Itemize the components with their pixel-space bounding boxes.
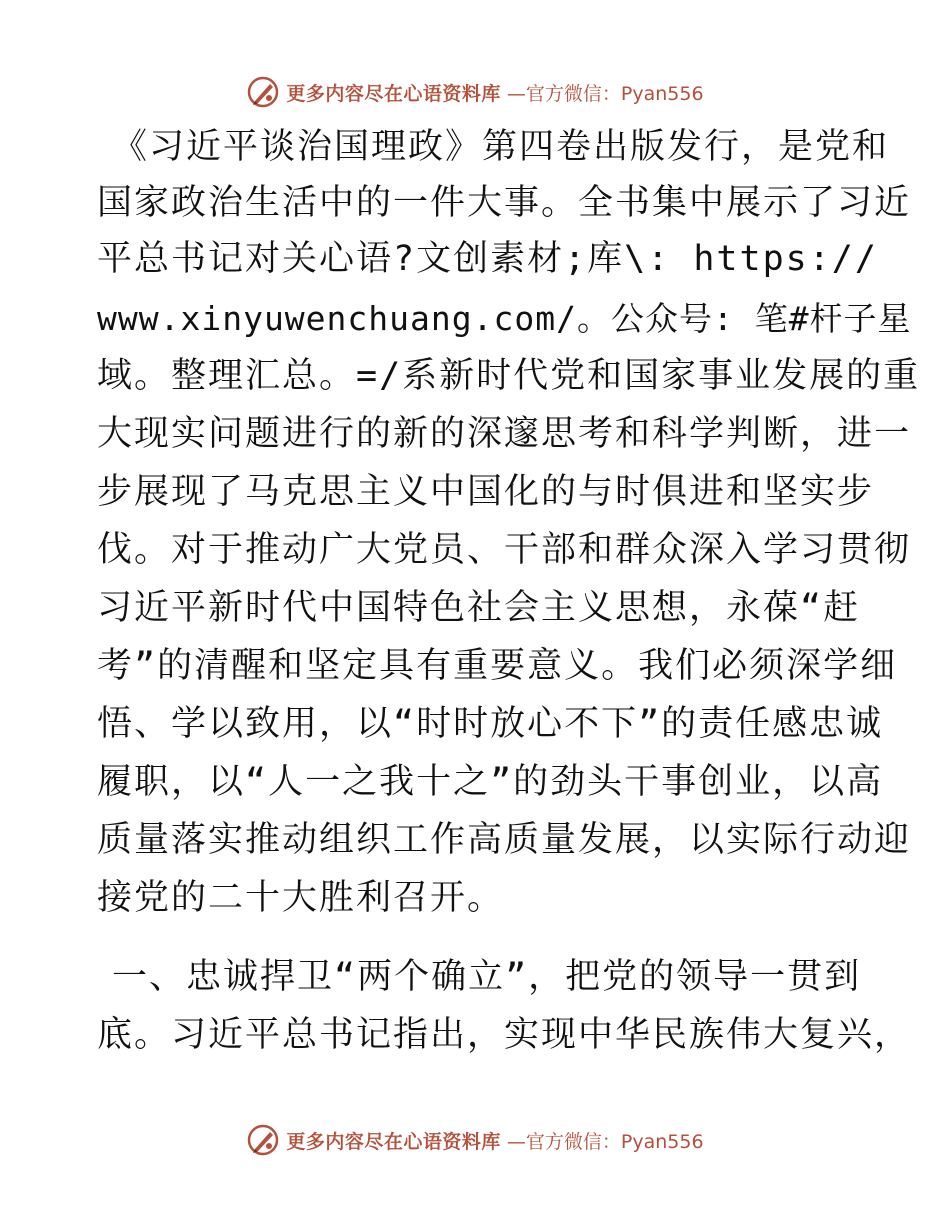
text-line: 大现实问题进行的新的深邃思考和科学判断，进一 [97,414,912,454]
text-line: 底。习近平总书记指出，实现中华民族伟大复兴， [97,1015,912,1055]
pen-logo-icon [246,75,280,109]
text-line: 步展现了马克思主义中国化的与时俱进和坚实步 [97,472,875,512]
watermark-sub-text: —官方微信：Pyan556 [506,1130,704,1153]
watermark-main-text: 更多内容尽在心语资料库 [286,1130,501,1153]
text-line: www.xinyuwenchuang.com/。公众号: 笔#杆子星 [97,299,912,338]
text-line: 伐。对于推动广大党员、干部和群众深入学习贯彻 [97,530,912,570]
footer-watermark [0,1120,950,1160]
watermark-main-text: 更多内容尽在心语资料库 [286,82,501,105]
watermark-sub-text: —官方微信：Pyan556 [506,82,704,105]
pen-logo-icon [246,1123,280,1157]
text-line: 质量落实推动组织工作高质量发展，以实际行动迎 [97,820,912,860]
text-line: 平总书记对关心语?文创素材;库\: https:// [97,239,878,279]
text-line: 《习近平谈治国理政》第四卷出版发行，是党和 [112,127,890,167]
text-line: 域。整理汇总。=/系新时代党和国家事业发展的重 [97,356,921,396]
text-line: 悟、学以致用，以“时时放心不下”的责任感忠诚 [97,704,884,744]
text-line: 履职，以“人一之我十之”的劲头干事创业，以高 [97,762,884,802]
header-watermark [0,72,950,112]
text-line: 一、忠诚捍卫“两个确立”，把党的领导一贯到 [112,957,862,997]
text-line: 考”的清醒和坚定具有重要意义。我们必须深学细 [97,646,898,686]
text-line: 接党的二十大胜利召开。 [97,878,505,918]
text-line: 国家政治生活中的一件大事。全书集中展示了习近 [97,183,912,223]
text-line: 习近平新时代中国特色社会主义思想，永葆“赶 [97,588,861,628]
